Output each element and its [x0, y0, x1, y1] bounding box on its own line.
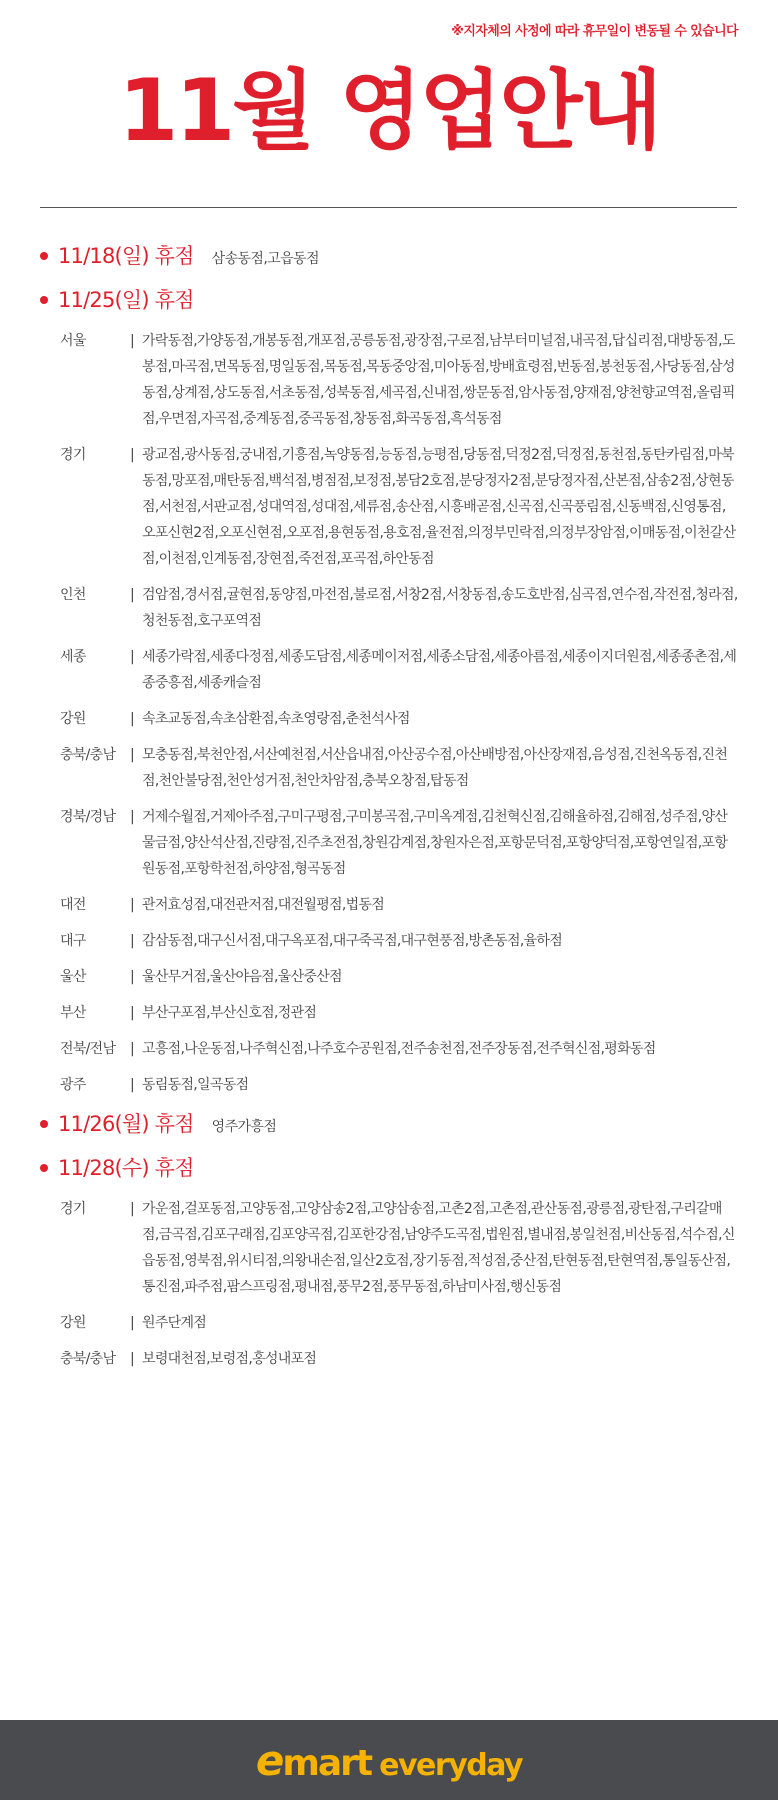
region-row: [60, 1036, 738, 1062]
store-list: 관저효성점,대전관저점,대전월평점,법동점: [142, 897, 385, 913]
region-row: [60, 928, 738, 954]
region-label: 전북/전남: [60, 1041, 116, 1057]
logo-mart: mart: [282, 1742, 372, 1784]
store-list: 광교점,광사동점,궁내점,기흥점,녹양동점,능동점,능평점,당동점,덕정2점,덕정점,동천점,동탄카림점,마북동점,망포점,매탄동점,백석점,병점점,보정점,봉담2호점,분당정자2점,분당정자점,산본점,삼송2점,상현동점,서천점,서판교점,성대역점,성대점,세류점,송산점,시흥배곧점,신곡점,신곡풍림점,신동백점,신영통점,오포신현2점,오포신현점,오포점,용현동점,용호점,율전점,의정부민락점,의정부장암점,이매동점,이천갈산점,이천점,인계동점,장현점,죽전점,포곡점,하안동점: [142, 447, 736, 567]
region-label: 강원: [60, 711, 86, 727]
closure-stores-inline: 영주가흥점: [211, 1119, 277, 1135]
store-list: 거제수월점,거제아주점,구미구평점,구미봉곡점,구미옥계점,김천혁신점,김해율하점,김해점,성주점,양산물금점,양산석산점,진량점,진주초전점,창원감계점,창원자은점,포항문덕점,포항양덕점,포항연일점,포항원동점,포항학천점,하양점,형곡동점: [142, 809, 728, 877]
store-list: 속초교동점,속초삼환점,속초영랑점,춘천석사점: [142, 711, 410, 727]
region-row: [60, 804, 738, 882]
region-label: 경북/경남: [60, 809, 116, 825]
separator: |: [130, 1005, 135, 1021]
footer: [0, 1720, 778, 1800]
region-label: 대전: [60, 897, 86, 913]
region-row: [60, 442, 738, 572]
section-header: [40, 1152, 738, 1192]
region-list: [40, 324, 738, 1098]
divider: [40, 207, 737, 208]
store-list: 고흥점,나운동점,나주혁신점,나주호수공원점,전주송천점,전주장동점,전주혁신점,평화동점: [142, 1041, 656, 1057]
closure-date: 11/26(월) 휴점: [58, 1112, 194, 1136]
region-row: [60, 1310, 738, 1336]
separator: |: [130, 1351, 135, 1367]
separator: |: [130, 969, 135, 985]
region-row: [60, 1196, 738, 1300]
logo-e: e: [255, 1735, 283, 1785]
region-label: 충북/충남: [60, 747, 116, 763]
closure-section: [40, 1108, 738, 1148]
separator: |: [130, 587, 135, 603]
region-label: 대구: [60, 933, 86, 949]
separator: |: [130, 333, 135, 349]
separator: |: [130, 809, 135, 825]
closure-stores-inline: 삼송동점,고읍동점: [211, 251, 319, 267]
region-label: 세종: [60, 649, 86, 665]
region-label: 경기: [60, 1201, 86, 1217]
bullet-dot-icon: [40, 1120, 48, 1128]
region-row: [60, 892, 738, 918]
store-list: 가락동점,가양동점,개봉동점,개포점,공릉동점,광장점,구로점,남부터미널점,내곡점,답십리점,대방동점,도봉점,마곡점,면목동점,명일동점,목동점,목동중앙점,미아동점,방배효령점,번동점,봉천동점,사당동점,삼성동점,상계점,상도동점,서초동점,성북동점,세곡점,신내점,쌍문동점,암사동점,양재점,양천향교역점,올림픽점,우면점,자곡점,중계동점,중곡동점,창동점,화곡동점,흑석동점: [142, 333, 735, 427]
region-label: 부산: [60, 1005, 86, 1021]
closure-section: [40, 240, 738, 280]
store-list: 모충동점,북천안점,서산예천점,서산읍내점,아산공수점,아산배방점,아산장재점,음성점,진천옥동점,진천점,천안불당점,천안성거점,천안차암점,충북오창점,탑동점: [142, 747, 728, 789]
region-label: 인천: [60, 587, 86, 603]
region-label: 충북/충남: [60, 1351, 116, 1367]
region-row: [60, 1072, 738, 1098]
section-header: [40, 240, 738, 280]
separator: |: [130, 649, 135, 665]
closure-date: 11/28(수) 휴점: [58, 1156, 194, 1180]
store-list: 부산구포점,부산신호점,정관점: [142, 1005, 317, 1021]
store-list: 가운점,걸포동점,고양동점,고양삼송2점,고양삼송점,고촌2점,고촌점,관산동점,광릉점,광탄점,구리갈매점,금곡점,김포구래점,김포양곡점,김포한강점,남양주도곡점,법원점,별내점,봉일천점,비산동점,석수점,신읍동점,영북점,위시티점,의왕내손점,일산2호점,장기동점,적성점,중산점,탄현동점,탄현역점,통일동산점,통진점,파주점,팜스프링점,평내점,풍무2점,풍무동점,하남미사점,행신동점: [142, 1201, 735, 1295]
store-list: 원주단계점: [142, 1315, 207, 1331]
closure-date: 11/25(일) 휴점: [58, 288, 194, 312]
region-list: [40, 1192, 738, 1372]
bullet-dot-icon: [40, 252, 48, 260]
region-label: 서울: [60, 333, 86, 349]
region-row: [60, 742, 738, 794]
region-label: 울산: [60, 969, 86, 985]
closure-section: [40, 284, 738, 1098]
region-label: 광주: [60, 1077, 86, 1093]
separator: |: [130, 747, 135, 763]
bullet-dot-icon: [40, 1164, 48, 1172]
bullet-dot-icon: [40, 296, 48, 304]
closure-schedule: [40, 240, 738, 1382]
section-header: [40, 1108, 738, 1148]
separator: |: [130, 1201, 135, 1217]
separator: |: [130, 933, 135, 949]
store-list: 보령대천점,보령점,홍성내포점: [142, 1351, 317, 1367]
region-row: [60, 328, 738, 432]
store-list: 울산무거점,울산야음점,울산중산점: [142, 969, 342, 985]
region-row: [60, 964, 738, 990]
region-row: [60, 644, 738, 696]
region-row: [60, 582, 738, 634]
region-label: 경기: [60, 447, 86, 463]
region-label: 강원: [60, 1315, 86, 1331]
region-row: [60, 1000, 738, 1026]
separator: |: [130, 1041, 135, 1057]
logo-everyday: everyday: [379, 1747, 523, 1783]
separator: |: [130, 897, 135, 913]
emart-everyday-logo: [256, 1736, 522, 1785]
region-row: [60, 706, 738, 732]
store-list: 세종가락점,세종다정점,세종도담점,세종메이저점,세종소담점,세종아름점,세종이지더원점,세종종촌점,세종중흥점,세종캐슬점: [142, 649, 737, 691]
closure-section: [40, 1152, 738, 1372]
store-list: 감삼동점,대구신서점,대구옥포점,대구죽곡점,대구현풍점,방촌동점,율하점: [142, 933, 563, 949]
store-list: 동림동점,일곡동점: [142, 1077, 249, 1093]
separator: |: [130, 447, 135, 463]
region-row: [60, 1346, 738, 1372]
separator: |: [130, 1077, 135, 1093]
section-header: [40, 284, 738, 324]
closure-date: 11/18(일) 휴점: [58, 244, 194, 268]
notice-text: ※지자체의 사정에 따라 휴무일이 변동될 수 있습니다: [451, 24, 738, 39]
store-list: 검암점,경서점,귤현점,동양점,마전점,불로점,서창2점,서창동점,송도호반점,심곡점,연수점,작전점,청라점,청천동점,호구포역점: [142, 587, 738, 629]
separator: |: [130, 1315, 135, 1331]
page-title: 11월 영업안내: [118, 61, 660, 161]
separator: |: [130, 711, 135, 727]
